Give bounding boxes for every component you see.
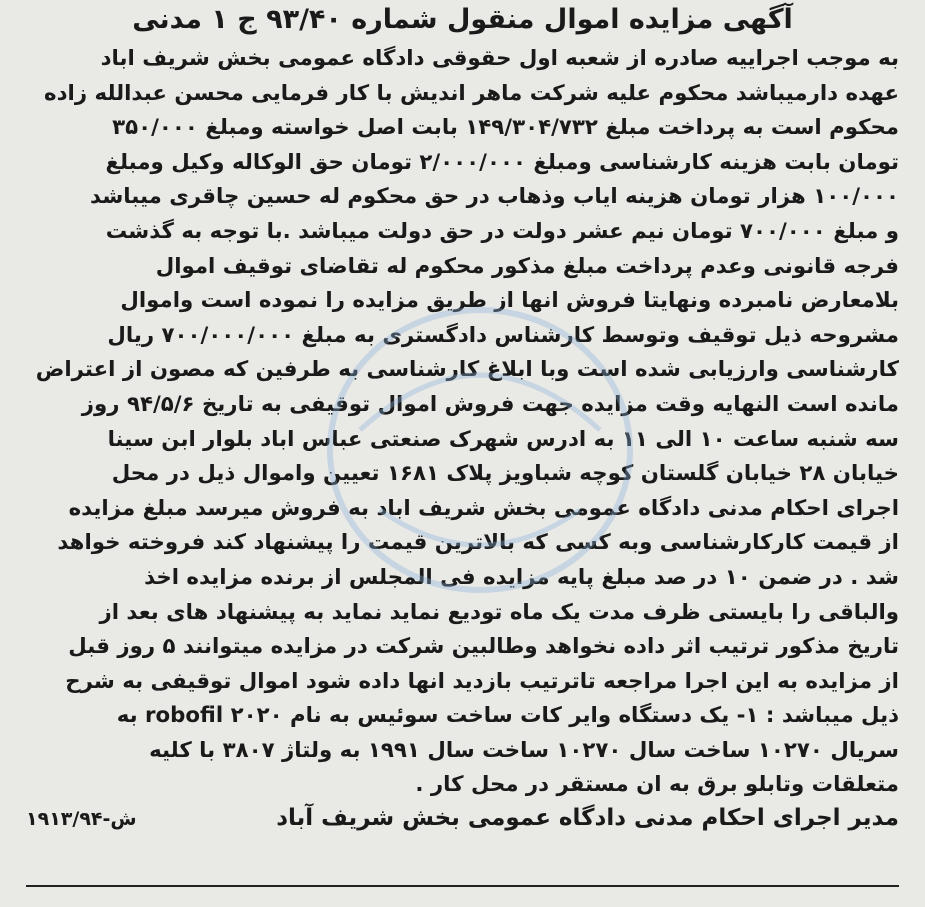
body-line: بلامعارض نامبرده ونهایتا فروش انها از طریق مزایده را نموده است واموال	[120, 288, 899, 314]
body-line: ۱۰۰/۰۰۰ هزار تومان هزینه ایاب وذهاب در حق محکوم له حسین چاقری میباشد	[90, 184, 899, 210]
body-line: تاریخ مذکور ترتیب اثر داده نخواهد وطالبین شرکت در مزایده میتوانند ۵ روز قبل	[68, 634, 899, 660]
body-line: تومان بابت هزینه کارشناسی ومبلغ ۲/۰۰۰/۰۰۰ تومان حق الوکاله وکیل ومبلغ	[105, 149, 899, 175]
body-line: مانده است النهایه وقت مزایده جهت فروش اموال توقیفی به تاریخ ۹۴/۵/۶ روز	[81, 391, 899, 417]
body-line-text: ذیل میباشد : ۱- یک دستگاه وایر کات ساخت سوئیس به نام ۲۰۲۰	[230, 703, 899, 729]
body-line: والباقی را بایستی ظرف مدت یک ماه تودیع نماید نماید به پیشنهاد های بعد از	[99, 599, 899, 625]
body-line: به موجب اجراییه صادره از شعبه اول حقوقی دادگاه عمومی بخش شریف اباد	[100, 46, 899, 71]
body-line: شد . در ضمن ۱۰ در صد مبلغ پایه مزایده فی المجلس از برنده مزایده اخذ	[144, 564, 899, 590]
body-line: عهده دارمیباشد محکوم علیه شرکت ماهر اندیش با کار فرمایی محسن عبدالله زاده	[44, 80, 899, 106]
signer-title: مدیر اجرای احکام مدنی دادگاه عمومی بخش شریف آباد	[276, 805, 899, 832]
body-line: متعلقات وتابلو برق به ان مستقر در محل کار .	[415, 772, 899, 798]
body-line: کارشناسی وارزیابی شده است وبا ابلاغ کارشناسی به طرفین که مصون از اعتراض	[35, 357, 899, 383]
body-line: از مزایده به این اجرا مراجعه تاترتیب بازدید انها داده شود اموال توقیفی به شرح	[65, 668, 899, 694]
body-line: از قیمت کارکارشناسی وبه کسی که بالاترین قیمت را پیشنهاد کند فروخته خواهد	[57, 530, 899, 556]
body-line: فرجه قانونی وعدم پرداخت مبلغ مذکور محکوم له تقاضای توقیف اموال	[155, 253, 899, 279]
body-line: اجرای احکام مدنی دادگاه عمومی بخش شریف اباد به فروش میرسد مبلغ مزایده	[68, 495, 899, 521]
body-line: خیابان ۲۸ خیابان گلستان کوچه شباویز پلاک ۱۶۸۱ تعیین واموال ذیل در محل	[111, 461, 899, 487]
body-line: و مبلغ ۷۰۰/۰۰۰ تومان نیم عشر دولت در حق دولت میباشد .با توجه به گذشت	[105, 218, 899, 244]
body-line: سه شنبه ساعت ۱۰ الی ۱۱ به ادرس شهرک صنعتی عباس اباد بلوار ابن سینا	[107, 426, 899, 452]
body-line-with-brand: ذیل میباشد : ۱- یک دستگاه وایر کات ساخت سوئیس به نام ۲۰۲۰ robofil به	[116, 703, 899, 729]
brand-name: robofil	[145, 703, 224, 729]
body-line: مشروحه ذیل توقیف وتوسط کارشناس دادگستری به مبلغ ۷۰۰/۰۰۰/۰۰۰ ریال	[107, 322, 899, 348]
body-line: محکوم است به پرداخت مبلغ ۱۴۹/۳۰۴/۷۳۲ بابت اصل خواسته ومبلغ ۳۵۰/۰۰۰	[112, 115, 899, 141]
notice-title: آگهی مزایده اموال منقول شماره ۹۳/۴۰ ج ۱ مدنی	[132, 4, 793, 35]
body-line: سریال ۱۰۲۷۰ ساخت سال ۱۰۲۷۰ ساخت سال ۱۹۹۱ به ولتاژ ۳۸۰۷ با کلیه	[149, 737, 899, 763]
notice-body	[26, 42, 899, 803]
bottom-divider	[26, 885, 899, 887]
notice-code: ۱۹۱۳/۹۴-ش	[26, 808, 137, 831]
notice-footer	[26, 805, 899, 831]
